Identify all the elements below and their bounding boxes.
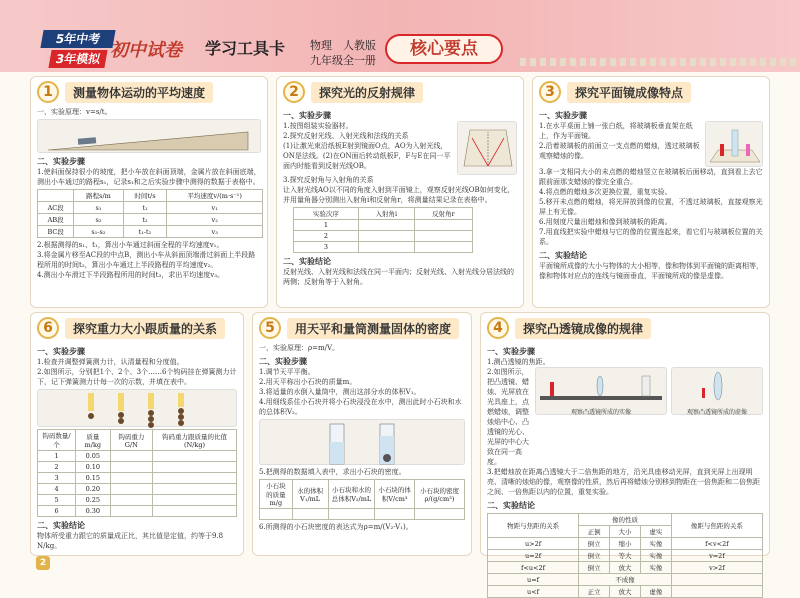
figure-caption: 观察凸透镜所成的虚像 — [686, 409, 747, 416]
spring-scale-figure — [37, 389, 237, 427]
step-2: 2.用天平称出小石块的质量m。 — [259, 378, 357, 386]
cell: 0.10 — [76, 462, 111, 473]
cell: AC段 — [38, 202, 74, 214]
step-3: 3.将适量的水倒入量筒中，测出这部分水的体积V₁。 — [259, 388, 421, 396]
cell: 倒立 — [579, 550, 610, 562]
cell: t₁ — [123, 202, 167, 214]
cell — [375, 509, 415, 520]
step-2: 2.探究反射光线、入射光线和法线的关系 — [283, 132, 409, 140]
steps-heading: 一、实验步骤 — [37, 347, 85, 356]
lens-table — [487, 513, 763, 598]
table-row — [38, 473, 237, 484]
logo-bottom: 3年模拟 — [48, 50, 107, 68]
step-2: 2.根据测得的s₁、t₁，算出小车通过斜面全程的平均速度v₁。 — [37, 241, 224, 249]
table-row — [294, 220, 473, 231]
cell: v₃ — [167, 226, 263, 238]
panel-number: 2 — [283, 81, 305, 103]
panel-plane-mirror — [532, 76, 770, 308]
series-logo — [42, 30, 114, 74]
step-4: 4.测出小车滑过下半段路程所用的时间t₃，求出平均速度v₃。 — [37, 271, 225, 279]
header-banner — [0, 0, 800, 72]
table-row — [294, 231, 473, 242]
col-header: 小石块和水的总体积V₂/mL — [328, 480, 375, 509]
virtual-image-figure — [671, 367, 763, 415]
table-row — [488, 550, 763, 562]
col-header: 大小 — [610, 526, 641, 538]
principle: 一、实验原理：ρ=m/V。 — [259, 344, 340, 352]
cell — [358, 231, 414, 242]
col-header: 钩码重力G/N — [110, 430, 152, 451]
cell: 6 — [38, 506, 76, 517]
cell — [358, 220, 414, 231]
cell: 正立 — [579, 586, 610, 598]
table-row — [488, 538, 763, 550]
table-row — [38, 484, 237, 495]
cell: u<f — [488, 586, 579, 598]
cell — [414, 509, 464, 520]
conclusion-heading: 二、实验结论 — [539, 251, 587, 260]
step-1: 1.调节天平平衡。 — [259, 368, 315, 376]
cell: u>2f — [488, 538, 579, 550]
col-header: 小石块的密度ρ/(g/cm³) — [414, 480, 464, 509]
step-1: 1.按图组装实验器材。 — [283, 122, 353, 130]
decor-stripe — [520, 58, 800, 66]
col-header: 像距与焦距的关系 — [671, 514, 762, 538]
steps-heading: 一、实验步骤 — [487, 347, 535, 356]
conclusion: 物体所受重力跟它的质量成正比，其比值是定值，约等于9.8 N/kg。 — [37, 532, 224, 550]
cell: BC段 — [38, 226, 74, 238]
panel-header — [37, 77, 261, 107]
step-2-detail: (1)让激光束沿纸板E射到镜面O点，AO为入射光线，ON是法线。(2)在ON面后转动纸板F，F与E在同一平面内时能看到反射光线OB。 — [283, 142, 451, 170]
steps-heading: 一、实验步骤 — [539, 111, 587, 120]
steps-heading: 一、实验步骤 — [283, 111, 331, 120]
conclusion: 平面镜所成像的大小与物体的大小相等，像和物体到平面镜的距离相等，像和物体对应点的连线与镜面垂直，平面镜所成的像是虚像。 — [539, 262, 763, 280]
cell — [153, 462, 237, 473]
incline-diagram — [38, 120, 262, 154]
col-header: 小石块的体积V/cm³ — [375, 480, 415, 509]
real-image-figure — [535, 367, 667, 415]
cell: 2 — [38, 462, 76, 473]
cell: 缩小 — [610, 538, 641, 550]
cell — [260, 509, 293, 520]
col-header: 钩码数量/个 — [38, 430, 76, 451]
panel-header — [259, 313, 465, 343]
cell: 倒立 — [579, 538, 610, 550]
cell — [414, 220, 472, 231]
cell — [292, 509, 328, 520]
panel-title: 用天平和量筒测量固体的密度 — [287, 318, 459, 339]
cell — [153, 451, 237, 462]
panel-header — [283, 77, 517, 107]
cell — [110, 451, 152, 462]
cell: AB段 — [38, 214, 74, 226]
panel-number: 1 — [37, 81, 59, 103]
col-header: 实验次序 — [294, 208, 359, 220]
group-header: 像的性质 — [579, 514, 672, 526]
conclusion-heading: 二、实验结论 — [487, 501, 535, 510]
mirror-diagram — [706, 122, 764, 168]
panel-header — [539, 77, 763, 107]
table-row — [38, 462, 237, 473]
cylinder-diagram — [260, 420, 466, 466]
panel-number: 4 — [487, 317, 509, 339]
cell — [110, 495, 152, 506]
step-4: 4.用细线系住小石块并将小石块浸没在水中，测出此时小石块和水的总体积V₂。 — [259, 398, 462, 416]
cell: t₁-t₂ — [123, 226, 167, 238]
panel-header — [487, 313, 763, 343]
conclusion-heading: 二、实验结论 — [283, 257, 331, 266]
cell: 0.15 — [76, 473, 111, 484]
cell: s₂ — [74, 214, 123, 226]
cell — [671, 586, 762, 598]
col-header: 质量m/kg — [76, 430, 111, 451]
table-row — [294, 242, 473, 253]
cell: u=2f — [488, 550, 579, 562]
cell — [414, 231, 472, 242]
cell: 实像 — [640, 550, 671, 562]
panel-title: 探究平面镜成像特点 — [567, 82, 691, 103]
cell: s₁-s₂ — [74, 226, 123, 238]
steps-heading: 二、实验步骤 — [259, 357, 307, 366]
step-1: 1.检查并调整弹簧测力计，认清量程和分度值。 — [37, 358, 184, 366]
speed-table — [37, 189, 263, 238]
cell — [110, 484, 152, 495]
steps-heading: 二、实验步骤 — [37, 157, 85, 166]
cell: 5 — [38, 495, 76, 506]
panel-title: 测量物体运动的平均速度 — [65, 82, 213, 103]
step-2: 2.沿着玻璃板的前面立一支点燃的蜡烛，透过玻璃板观察蜡烛的像。 — [539, 142, 700, 160]
step-7: 7.用直线把实验中蜡烛与它的像的位置连起来，看它们与玻璃板位置的关系。 — [539, 228, 763, 246]
cell: 实像 — [640, 538, 671, 550]
cell: 放大 — [610, 562, 641, 574]
cell: t₂ — [123, 214, 167, 226]
cell: 0.25 — [76, 495, 111, 506]
panel-gravity-mass — [30, 312, 244, 556]
table-row — [38, 202, 263, 214]
panel-title: 探究光的反射规律 — [311, 82, 423, 103]
optical-bench-diagram — [536, 368, 666, 404]
table-row — [260, 509, 465, 520]
cell: 等大 — [610, 550, 641, 562]
step-5: 5.把测得的数据填入表中，求出小石块的密度。 — [259, 468, 406, 476]
cell — [328, 509, 375, 520]
panel-number: 6 — [37, 317, 59, 339]
cell: 3 — [294, 242, 359, 253]
card-title: 学习工具卡 — [205, 41, 286, 58]
panel-reflection — [276, 76, 524, 308]
topic-badge: 核心要点 — [385, 34, 503, 64]
cell: 实像 — [640, 562, 671, 574]
cylinder-figure — [259, 419, 465, 465]
col-header — [38, 190, 74, 202]
table-row — [38, 226, 263, 238]
table-row — [38, 451, 237, 462]
panel-density — [252, 312, 472, 556]
cell: 3 — [38, 473, 76, 484]
cell: 不成像 — [579, 574, 672, 586]
cell: 0.20 — [76, 484, 111, 495]
conclusion: 反射光线、入射光线和法线在同一平面内；反射光线、入射光线分居法线的两侧；反射角等于入射角。 — [283, 268, 514, 286]
table-row — [488, 562, 763, 574]
col-header: 时间t/s — [123, 190, 167, 202]
panel-header — [37, 313, 237, 343]
cell: v=2f — [671, 550, 762, 562]
cell: 0.30 — [76, 506, 111, 517]
col-header: 路程s/m — [74, 190, 123, 202]
step-1: 1.使斜面保持很小的坡度，把小车放在斜面顶端，金属片放在斜面底端，测出小车通过的路程s₁，记录s₁和之后实验步骤中测得的数据于表格中。 — [37, 168, 261, 186]
table-row — [38, 214, 263, 226]
step-3: 3.探究反射角与入射角的关系 — [283, 176, 374, 184]
cell: 1 — [38, 451, 76, 462]
panel-number: 5 — [259, 317, 281, 339]
col-header: 入射角i — [358, 208, 414, 220]
cell — [153, 473, 237, 484]
cell: v₂ — [167, 214, 263, 226]
panel-convex-lens — [480, 312, 770, 596]
spring-scale-diagram — [38, 390, 238, 428]
brand-title: 初中试卷 — [110, 40, 182, 61]
reflection-table — [293, 207, 473, 253]
step-3: 3.拿一支相同大小的未点燃的蜡烛竖立在玻璃板后面移动，直到看上去它跟前面那支蜡烛的像完全重合。 — [539, 168, 763, 186]
reflection-diagram — [458, 122, 518, 176]
cell: 虚像 — [640, 586, 671, 598]
cell: 放大 — [610, 586, 641, 598]
step-6: 6.所测得的小石块密度的表达式为ρ=m/(V₂-V₁)。 — [259, 523, 413, 531]
col-header: 正倒 — [579, 526, 610, 538]
cell: f<u<2f — [488, 562, 579, 574]
col-header: 平均速度v/(m·s⁻¹) — [167, 190, 263, 202]
virtual-image-diagram — [672, 368, 762, 404]
cell — [153, 495, 237, 506]
step-1: 1.测凸透镜的焦距。 — [487, 358, 550, 366]
cell: 2 — [294, 231, 359, 242]
cell — [358, 242, 414, 253]
gravity-table — [37, 429, 237, 517]
col-header: 小石块的质量m/g — [260, 480, 293, 509]
step-3: 3.把蜡烛放在距离凸透镜大于二倍焦距的地方，沿光具座移动光屏，直到光屏上出现明亮、清晰的烛焰的像，观察像的性质，然后再将蜡烛分别移到物距在一倍焦距和二倍焦距之间、一倍焦距以内的位置，重复实验。 — [487, 468, 760, 496]
cell: v₁ — [167, 202, 263, 214]
table-row — [488, 586, 763, 598]
cell — [414, 242, 472, 253]
cell: 4 — [38, 484, 76, 495]
col-header: 物距与焦距的关系 — [488, 514, 579, 538]
step-3: 3.将金属片移至AC段的中点B，测出小车从斜面顶端滑过斜面上半段路程所用的时间t₂，算出小车通过上半段路程的平均速度v₂。 — [37, 251, 256, 269]
cell: 1 — [294, 220, 359, 231]
panel-average-speed — [30, 76, 268, 308]
step-6: 6.用刻度尺量出蜡烛和像到玻璃板的距离。 — [539, 218, 672, 226]
cell — [153, 484, 237, 495]
cell — [671, 574, 762, 586]
col-header: 虚实 — [640, 526, 671, 538]
cell: s₁ — [74, 202, 123, 214]
cell: 0.05 — [76, 451, 111, 462]
grade-label: 九年级全一册 — [310, 54, 376, 67]
cell: v>2f — [671, 562, 762, 574]
step-4: 4.将点燃的蜡烛多次更换位置，重复实验。 — [539, 188, 672, 196]
step-2: 2.如图所示，把凸透镜、蜡烛、光屏放在光具座上，点燃蜡烛，调整烛焰中心、凸透镜的光心、光屏的中心大致在同一高度。 — [487, 368, 529, 466]
col-header: 钩码重力跟质量的比值(N/kg) — [153, 430, 237, 451]
table-row — [488, 574, 763, 586]
cell — [110, 473, 152, 484]
cell: u=f — [488, 574, 579, 586]
step-3-detail: 让入射光线AO以不同的角度入射到平面镜上，观察反射光线OB如何变化，并用量角器分别测出入射角i和反射角r，将测量结果记录在表格中。 — [283, 186, 515, 204]
mirror-figure — [705, 121, 763, 167]
subject-edition: 物理 人教版 — [310, 39, 376, 52]
page-number: 2 — [36, 556, 50, 570]
col-header: 水的体积V₁/mL — [292, 480, 328, 509]
reflection-figure — [457, 121, 517, 175]
cell: 倒立 — [579, 562, 610, 574]
conclusion-heading: 二、实验结论 — [37, 521, 85, 530]
principle: 一、实验原理：v=s/t。 — [37, 108, 112, 116]
table-row — [38, 495, 237, 506]
step-2: 2.如图所示，分别把1个、2个、3个……6个钩码挂在弹簧测力计下，记下弹簧测力计每一次的示数，并填在表中。 — [37, 368, 237, 386]
figure-caption: 观察凸透镜所成的实像 — [570, 409, 631, 416]
cell: f<v<2f — [671, 538, 762, 550]
logo-top: 5年中考 — [40, 30, 115, 48]
panel-title: 探究重力大小跟质量的关系 — [65, 318, 225, 339]
density-table — [259, 479, 465, 520]
panel-title: 探究凸透镜成像的规律 — [515, 318, 651, 339]
col-header: 反射角r — [414, 208, 472, 220]
step-1: 1.在水平桌面上铺一张白纸，将玻璃板垂直架在纸上，作为平面镜。 — [539, 122, 693, 140]
panel-number: 3 — [539, 81, 561, 103]
step-5: 5.移开未点燃的蜡烛，将光屏放到像的位置，不透过玻璃板，直接观察光屏上有无像。 — [539, 198, 763, 216]
table-row — [38, 506, 237, 517]
cell — [153, 506, 237, 517]
cell — [110, 462, 152, 473]
cell — [110, 506, 152, 517]
incline-figure — [37, 119, 261, 153]
